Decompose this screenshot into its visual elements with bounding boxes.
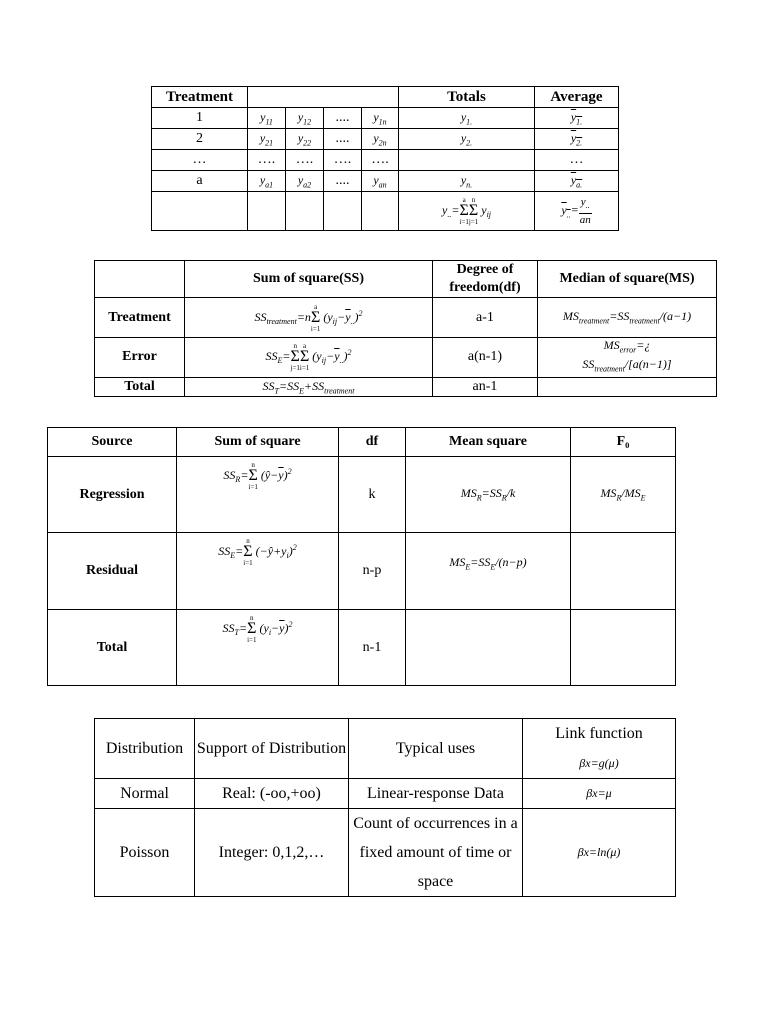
cell-ellipsis: .... [324,108,362,129]
glm-distribution-table [94,718,676,897]
treatment-data-table [151,86,619,231]
ss-treatment-formula: $SS_{treatment}=n$ a Σ i=1 $(y_{ij}-\overline{y}_{..})^2$ [185,298,433,338]
grand-total-formula: $y_{..}=$ a Σ i=1 n Σ j=1 $y_{ij}$ [399,192,535,231]
ss-residual-formula: $SS_E=$ n Σ i=1 $(-ŷ+y_i)^2$ [177,533,339,610]
regression-anova-table [47,427,676,686]
row-label-regression: Regression [48,457,177,533]
f0-formula: $MS_R/MS_E$ [571,457,676,533]
header-sum-of-square: Sum of square [177,428,339,457]
ss-regression-formula: $SS_R=$ n Σ i=1 $(ŷ-\overline{y})^2$ [177,457,339,533]
row-label: 1 [152,108,248,129]
cell-y12: $y_{12}$ [286,108,324,129]
cell-ellipsis: …. [248,150,286,171]
table-row [152,192,619,231]
cell-total-1: $y_{1.}$ [399,108,535,129]
table-row [95,377,717,396]
ss-total-formula: $SS_T=$ n Σ i=1 $(y_i-\overline{y})^2$ [177,610,339,686]
cell-y1n: $y_{1n}$ [362,108,399,129]
ms-regression-formula: $MS_R=SS_R/k$ [406,457,571,533]
df-total: n-1 [339,610,406,686]
row-label-residual: Residual [48,533,177,610]
cell-ellipsis: .... [324,171,362,192]
header-f0: F₀ [571,428,676,457]
df-regression: k [339,457,406,533]
cell-total-n: $y_{n.}$ [399,171,535,192]
support-poisson: Integer: 0,1,2,… [195,809,349,897]
table-row [48,610,676,686]
table-row [152,150,619,171]
header-average: Average [535,87,619,108]
table-row [95,809,676,897]
cell-ellipsis: …. [286,150,324,171]
uses-poisson: Count of occurrences in a fixed amount of time or space [349,809,523,897]
header-source: Source [48,428,177,457]
row-label-treatment: Treatment [95,298,185,338]
cell-ellipsis: …. [324,150,362,171]
cell-avg-1: $y_{1.}$ [535,108,619,129]
header-totals: Totals [399,87,535,108]
link-normal: βx=μ [523,779,676,809]
table-row [95,779,676,809]
uses-normal: Linear-response Data [349,779,523,809]
cell-y11: $y_{11}$ [248,108,286,129]
df-total: an-1 [433,377,538,396]
anova-table [94,260,717,397]
header-median-of-square: Median of square(MS) [538,261,717,298]
header-support: Support of Distribution [195,719,349,779]
df-residual: n-p [339,533,406,610]
df-error: a(n-1) [433,338,538,378]
table-row [152,171,619,192]
ms-treatment-formula: $MS_{treatment}=SS_{treatment}/(a-1)$ [538,298,717,338]
row-label: a [152,171,248,192]
cell-total-2: $y_{2.}$ [399,129,535,150]
row-label-total: Total [48,610,177,686]
table-row [48,457,676,533]
cell-yan: $y_{an}$ [362,171,399,192]
cell-avg-ellipsis: … [535,150,619,171]
df-treatment: a-1 [433,298,538,338]
header-treatment: Treatment [152,87,248,108]
cell-ya1: $y_{a1}$ [248,171,286,192]
cell-y21: $y_{21}$ [248,129,286,150]
ms-error-formula: $MS_{error}=¿$ $SS_{treatment}/[a(n-1)]$ [538,338,717,378]
table-row [152,129,619,150]
header-distribution: Distribution [95,719,195,779]
link-function-formula: βx=g(μ) [579,756,619,770]
grand-average-formula: $y_{..}=$ $\frac{y_{..}}{an}$ [535,192,619,231]
support-normal: Real: (-oo,+oo) [195,779,349,809]
header-degree-of-freedom: Degree of freedom(df) [433,261,538,298]
ms-residual-formula: $MS_E=SS_E/(n-p)$ [406,533,571,610]
dist-normal: Normal [95,779,195,809]
header-df: df [339,428,406,457]
link-poisson: βx=ln(μ) [523,809,676,897]
table-row [95,298,717,338]
row-label: … [152,150,248,171]
cell-avg-2: $y_{2.}$ [535,129,619,150]
table-row [152,108,619,129]
row-label-error: Error [95,338,185,378]
header-blank [248,87,399,108]
ss-error-formula: $SS_E=$ n Σ j=1 a Σ i=1 $(y_{ij}-\overline{y}_{..})^2$ [185,338,433,378]
table-row [48,533,676,610]
cell-y2n: $y_{2n}$ [362,129,399,150]
header-link-function: Link function βx=g(μ) [523,719,676,779]
cell-y22: $y_{22}$ [286,129,324,150]
cell-ellipsis: …. [362,150,399,171]
header-sum-of-square: Sum of square(SS) [185,261,433,298]
cell-avg-a: $y_{a.}$ [535,171,619,192]
cell-ellipsis: .... [324,129,362,150]
header-mean-square: Mean square [406,428,571,457]
row-label-total: Total [95,377,185,396]
dist-poisson: Poisson [95,809,195,897]
ss-total-formula: $SS_T=SS_E+SS_{treatment}$ [185,377,433,396]
header-typical-uses: Typical uses [349,719,523,779]
cell-ya2: $y_{a2}$ [286,171,324,192]
table-row [95,338,717,378]
cell-total-blank [399,150,535,171]
row-label: 2 [152,129,248,150]
